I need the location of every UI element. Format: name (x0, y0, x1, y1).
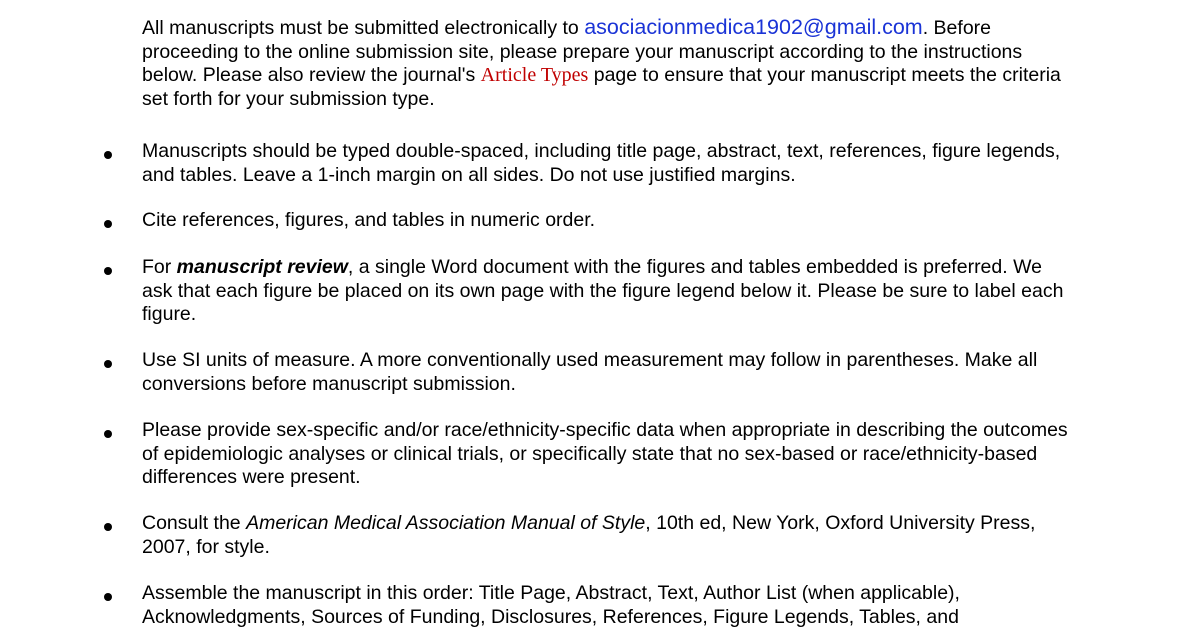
item-emphasis: manuscript review (176, 256, 348, 278)
article-types-link[interactable]: Article Types (480, 64, 589, 86)
list-item-text: Manuscripts should be typed double-spaced, including title page, abstract, text, references, figure legends, and tables. Leave a 1-inch margin on all sides. Do not use justified margins. (142, 140, 1061, 186)
list-item-text (142, 512, 1072, 559)
bullet-icon (104, 267, 112, 275)
bullet-icon (104, 523, 112, 531)
intro-after-email: . Before proceeding to the online submission site, please prepare your manuscript according to the instructions below. Please also review the journal's (142, 17, 1023, 86)
intro-lead: All manuscripts must be submitted electronically to (142, 17, 585, 39)
list-item-text: Please provide sex-specific and/or race/ethnicity-specific data when appropriate in describing the outcomes of epidemiologic analyses or clinical trials, or specifically state that no sex-based or race/ethnicity-based differences were present. (142, 419, 1068, 488)
list-item-text (142, 256, 1072, 327)
intro-tail: page to ensure that your manuscript meets the criteria set forth for your submission type. (142, 64, 1061, 110)
item-pre: For (142, 256, 177, 278)
intro-paragraph (142, 16, 1072, 111)
bullet-icon (104, 430, 112, 438)
bullet-icon (104, 593, 112, 601)
bullet-icon (104, 151, 112, 159)
list-item-text: Assemble the manuscript in this order: Title Page, Abstract, Text, Author List (when applicable), Acknowledgments, Sources of Funding, Disclosures, References, Figure Legends, Tables, and (142, 582, 960, 628)
email-link[interactable]: asociacionmedica1902@gmail.com (584, 15, 923, 39)
item-emphasis: American Medical Association Manual of Style (246, 512, 646, 534)
list-item-text: Cite references, figures, and tables in numeric order. (142, 209, 596, 231)
item-post: , a single Word document with the figures and tables embedded is preferred. We ask that each figure be placed on its own page with the figure legend below it. Please be sure to label each figure. (142, 256, 1064, 325)
list-item-text: Use SI units of measure. A more conventionally used measurement may follow in parentheses. Make all conversions before manuscript submission. (142, 349, 1038, 395)
item-pre: Consult the (142, 512, 247, 534)
bullet-icon (104, 360, 112, 368)
item-post: , 10th ed, New York, Oxford University Press, 2007, for style. (142, 512, 1036, 558)
bullet-icon (104, 220, 112, 228)
